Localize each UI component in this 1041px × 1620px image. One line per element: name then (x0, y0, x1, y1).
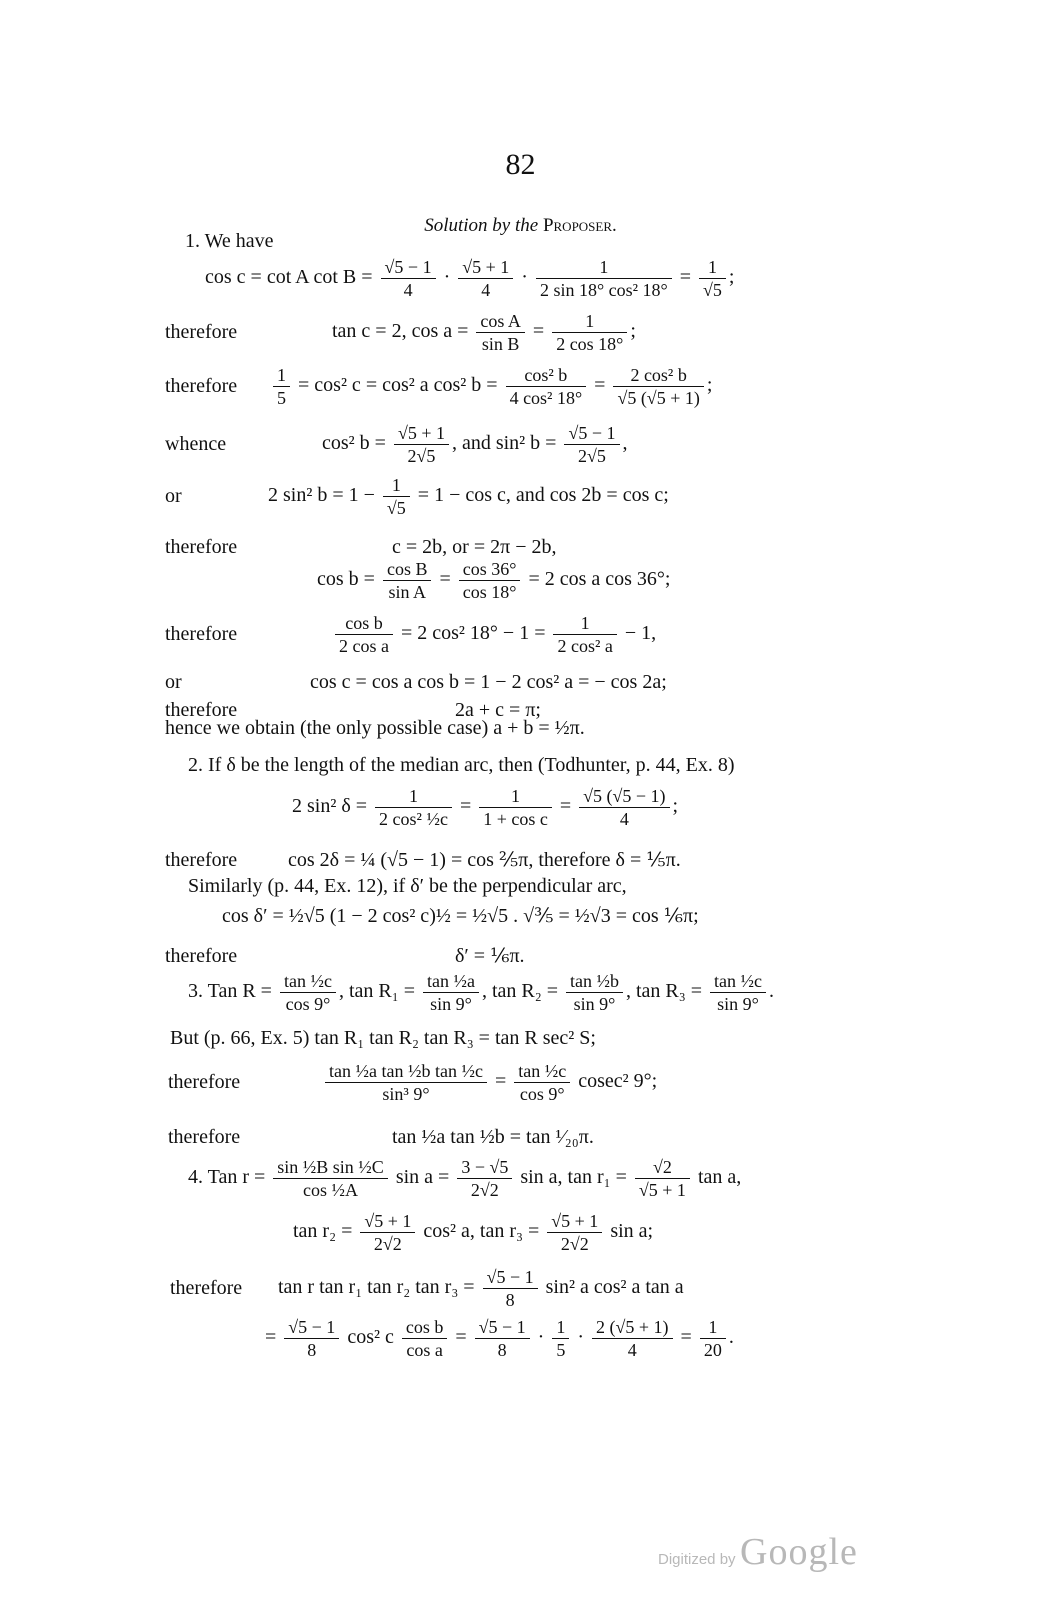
text-run: 2 sin² b = 1 − (268, 484, 380, 507)
fraction (710, 972, 766, 1013)
denominator: sin 9° (573, 994, 616, 1014)
fraction (506, 366, 587, 407)
heading-proposer: Proposer. (542, 215, 617, 236)
equation-line (188, 876, 627, 896)
line-label: therefore (165, 699, 238, 721)
line-label: therefore (168, 1126, 241, 1148)
text-run: = (434, 568, 456, 591)
denominator: 5 (556, 1340, 566, 1360)
fraction (423, 972, 479, 1013)
fraction (459, 560, 521, 601)
text-run: sin a = (390, 1166, 455, 1189)
numerator: √5 − 1 (483, 1268, 538, 1289)
text-run: = (589, 374, 611, 397)
text-run: Similarly (p. 44, Ex. 12), if δ′ be the perpendicular arc, (188, 875, 627, 897)
text-run: . (728, 1326, 734, 1349)
fraction (479, 787, 552, 828)
text-run: = (527, 320, 550, 343)
fraction (592, 1318, 673, 1359)
text-run: tan c = 2, cos a = (332, 320, 474, 343)
text-run: ; (706, 374, 713, 397)
line-label: or (165, 671, 182, 693)
text-run: , tan R₁ = (338, 980, 420, 1003)
text-run: cos c = cot A cot B = (205, 266, 378, 289)
text-run: hence we obtain (the only possible case) a + b = ½π. (165, 717, 585, 739)
line-label: or (165, 485, 182, 507)
line-label: therefore (165, 375, 238, 397)
fraction (553, 614, 616, 655)
numerator: cos B (383, 560, 432, 581)
fraction (552, 1318, 569, 1359)
numerator: √5 + 1 (547, 1212, 602, 1233)
denominator: 5 (277, 388, 286, 408)
equation-line (188, 755, 735, 775)
text-run: cos b = (317, 568, 380, 591)
equation-line (165, 718, 585, 738)
numerator: cos b (335, 614, 393, 635)
text-run: 2. If δ be the length of the median arc, then (Todhunter, p. 44, Ex. 8) (188, 754, 735, 776)
fraction (273, 1158, 388, 1199)
numerator: √5 + 1 (360, 1212, 415, 1233)
text-run: , tan R₂ = (481, 980, 563, 1003)
text-run: = (674, 266, 697, 289)
fraction (383, 560, 432, 601)
fraction (375, 787, 452, 828)
page-number: 82 (505, 148, 536, 181)
numerator: tan ½c (514, 1062, 570, 1083)
denominator: √5 (703, 280, 722, 300)
fraction (483, 1268, 538, 1309)
text-run: 1. We have (185, 230, 274, 252)
equation-line (268, 476, 669, 517)
numerator: tan ½a tan ½b tan ½c (325, 1062, 487, 1083)
fraction (335, 614, 393, 655)
text-run: cosec² 9°; (573, 1070, 658, 1093)
equation-line (270, 366, 712, 407)
numerator: √5 − 1 (475, 1318, 530, 1339)
numerator: 1 (553, 614, 616, 635)
fraction (547, 1212, 602, 1253)
line-label: therefore (168, 1071, 241, 1093)
equation-line (392, 1127, 594, 1147)
text-run: ; (672, 795, 679, 818)
text-run: · (516, 266, 533, 289)
fraction (458, 258, 513, 299)
equation-line (332, 614, 656, 655)
fraction (566, 972, 623, 1013)
denominator: 2 cos 18° (556, 334, 624, 354)
equation-line (205, 258, 734, 299)
numerator: 1 (375, 787, 452, 808)
denominator: 8 (307, 1340, 317, 1360)
numerator: 1 (699, 258, 726, 279)
denominator: 4 (403, 280, 413, 300)
numerator: √2 (635, 1158, 690, 1179)
fraction (394, 424, 449, 465)
denominator: sin 9° (430, 994, 472, 1014)
denominator: sin B (481, 334, 520, 354)
line-label: therefore (165, 945, 238, 967)
google-watermark (658, 1530, 858, 1574)
numerator: 3 − √5 (457, 1158, 512, 1179)
text-run: = (450, 1326, 472, 1349)
numerator: 1 (536, 258, 672, 279)
fraction (635, 1158, 690, 1199)
equation-line (185, 231, 274, 251)
denominator: sin³ 9° (382, 1084, 430, 1104)
denominator: 2√5 (578, 446, 606, 466)
fraction (700, 1318, 726, 1359)
text-run: = (265, 1326, 282, 1349)
equation-line (322, 1062, 657, 1103)
equation-line (188, 1158, 741, 1199)
numerator: √5 (√5 − 1) (579, 787, 669, 808)
denominator: 2√2 (470, 1180, 499, 1200)
denominator: 2√2 (373, 1234, 402, 1254)
fraction (383, 476, 410, 517)
text-run: , tan R₃ = (626, 980, 708, 1003)
fraction (514, 1062, 570, 1103)
denominator: cos ½A (303, 1180, 359, 1200)
numerator: 1 (552, 1318, 569, 1339)
numerator: 1 (552, 312, 627, 333)
text-run: cos 2δ = ¼ (√5 − 1) = cos ⅖π, therefore δ = ⅕π. (288, 849, 681, 871)
fraction (280, 972, 336, 1013)
equation-line (455, 946, 525, 966)
line-label: therefore (170, 1277, 243, 1299)
numerator: 2 (√5 + 1) (592, 1318, 673, 1339)
solution-heading (0, 215, 1041, 237)
numerator: cos² b (506, 366, 587, 387)
denominator: 20 (703, 1340, 722, 1360)
denominator: cos 18° (462, 582, 517, 602)
denominator: 8 (505, 1290, 515, 1310)
watermark-prefix: Digitized by (658, 1551, 736, 1568)
text-run: ; (630, 320, 636, 343)
equation-line (265, 1318, 734, 1359)
denominator: 2√2 (560, 1234, 589, 1254)
equation-line (322, 424, 628, 465)
fraction (552, 312, 627, 353)
text-run: But (p. 66, Ex. 5) tan R₁ tan R₂ tan R₃ = tan R sec² S; (170, 1027, 596, 1049)
text-run: cos² c (342, 1326, 399, 1349)
equation-line (188, 972, 774, 1013)
line-label: therefore (165, 321, 238, 343)
numerator: √5 + 1 (394, 424, 449, 445)
text-run: = (554, 795, 577, 818)
denominator: √5 + 1 (638, 1180, 686, 1200)
numerator: √5 − 1 (564, 424, 619, 445)
denominator: cos a (406, 1340, 443, 1360)
equation-line (332, 312, 636, 353)
fraction (613, 366, 703, 407)
denominator: sin A (388, 582, 426, 602)
equation-line (222, 906, 699, 926)
text-run: c = 2b, or = 2π − 2b, (392, 536, 557, 558)
text-run: = cos² c = cos² a cos² b = (293, 374, 503, 397)
fraction (699, 258, 726, 299)
text-run: sin a, tan r₁ = (515, 1166, 632, 1189)
numerator: √5 + 1 (458, 258, 513, 279)
denominator: √5 (386, 498, 406, 518)
equation-line (170, 1028, 596, 1048)
denominator: 2 cos² ½c (379, 809, 448, 829)
text-run: = (675, 1326, 697, 1349)
text-run: − 1, (619, 622, 657, 645)
line-label: therefore (165, 623, 238, 645)
denominator: 4 (481, 280, 491, 300)
denominator: cos 9° (519, 1084, 565, 1104)
text-run: · (438, 266, 456, 289)
denominator: 4 (627, 1340, 637, 1360)
denominator: 1 + cos c (483, 809, 548, 829)
fraction (476, 312, 525, 353)
text-run: sin a; (605, 1220, 654, 1243)
fraction (536, 258, 672, 299)
text-run: . (769, 980, 775, 1003)
text-run: sin² a cos² a tan a (540, 1276, 684, 1299)
fraction (457, 1158, 512, 1199)
denominator: 2 cos² a (557, 636, 613, 656)
text-run: · (572, 1326, 590, 1349)
numerator: sin ½B sin ½C (273, 1158, 388, 1179)
text-run: = (489, 1070, 512, 1093)
line-label: therefore (165, 536, 238, 558)
fraction (475, 1318, 530, 1359)
equation-line (317, 560, 670, 601)
text-run: cos c = cos a cos b = 1 − 2 cos² a = − cos 2a; (310, 671, 667, 693)
equation-line (278, 1268, 684, 1309)
numerator: 1 (383, 476, 410, 497)
text-run: tan r₂ = (293, 1220, 358, 1243)
denominator: 4 (619, 809, 629, 829)
numerator: cos A (476, 312, 525, 333)
numerator: √5 − 1 (284, 1318, 339, 1339)
text-run: = (454, 795, 477, 818)
numerator: tan ½b (566, 972, 623, 993)
denominator: 2 sin 18° cos² 18° (539, 280, 668, 300)
equation-line (288, 850, 681, 870)
fraction (402, 1318, 448, 1359)
numerator: tan ½a (423, 972, 479, 993)
text-run: δ′ = ⅙π. (455, 945, 525, 967)
numerator: 2 cos² b (613, 366, 703, 387)
fraction (284, 1318, 339, 1359)
numerator: cos b (402, 1318, 448, 1339)
line-label: whence (165, 433, 227, 455)
numerator: 1 (273, 366, 290, 387)
text-run: tan a, (692, 1166, 742, 1189)
text-run: = 2 cos² 18° − 1 = (395, 622, 551, 645)
watermark-logo: Google (740, 1531, 858, 1573)
denominator: 4 cos² 18° (509, 388, 583, 408)
text-run: , (622, 432, 628, 455)
denominator: 2√5 (407, 446, 436, 466)
numerator: √5 − 1 (381, 258, 436, 279)
fraction (360, 1212, 415, 1253)
denominator: sin 9° (717, 994, 759, 1014)
equation-line (293, 1212, 653, 1253)
numerator: tan ½c (280, 972, 336, 993)
text-run: 2a + c = π; (455, 699, 541, 721)
text-run: cos δ′ = ½√5 (1 − 2 cos² c)½ = ½√5 . √⅗ = ½√3 = cos ⅙π; (222, 905, 699, 927)
equation-line (292, 787, 678, 828)
numerator: 1 (700, 1318, 726, 1339)
numerator: tan ½c (710, 972, 766, 993)
equation-line (310, 672, 667, 692)
text-run: 4. Tan r = (188, 1166, 271, 1189)
denominator: 2 cos a (339, 636, 389, 656)
text-run: = 2 cos a cos 36°; (523, 568, 671, 591)
text-run: tan ½a tan ½b = tan ¹⁄₂₀π. (392, 1126, 594, 1148)
denominator: √5 (√5 + 1) (617, 388, 700, 408)
text-run: cos² b = (322, 432, 391, 455)
numerator: 1 (479, 787, 552, 808)
text-run: = 1 − cos c, and cos 2b = cos c; (412, 484, 669, 507)
text-run: ; (728, 266, 735, 289)
text-run: cos² a, tan r₃ = (418, 1220, 545, 1243)
fraction (273, 366, 290, 407)
fraction (381, 258, 436, 299)
numerator: cos 36° (459, 560, 521, 581)
line-label: therefore (165, 849, 238, 871)
heading-prefix: Solution by the (424, 215, 543, 236)
text-run: 2 sin² δ = (292, 795, 373, 818)
fraction (564, 424, 619, 465)
text-run: , and sin² b = (451, 432, 562, 455)
fraction (579, 787, 669, 828)
denominator: cos 9° (285, 994, 331, 1014)
fraction (325, 1062, 487, 1103)
equation-line (392, 537, 556, 557)
text-run: 3. Tan R = (188, 980, 277, 1003)
text-run: · (532, 1326, 550, 1349)
denominator: 8 (497, 1340, 507, 1360)
text-run: tan r tan r₁ tan r₂ tan r₃ = (278, 1276, 480, 1299)
